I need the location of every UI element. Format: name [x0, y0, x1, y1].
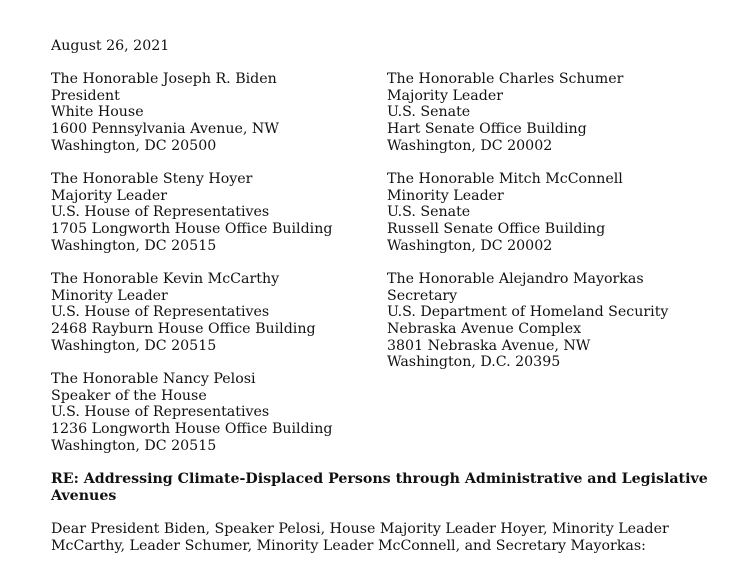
addressee-name: The Honorable Alejandro Mayorkas [387, 271, 644, 287]
addressee-title: Secretary [387, 287, 458, 304]
addressee-title: President [51, 87, 120, 104]
salutation-line-2: McCarthy, Leader Schumer, Minority Leader McConnell, and Secretary Mayorkas: [51, 537, 646, 554]
addressee-office: U.S. Department of Homeland Security [387, 304, 669, 321]
addressee-hoyer [51, 171, 332, 254]
addressee-title: Minority Leader [387, 187, 504, 204]
addressee-name: The Honorable Steny Hoyer [51, 171, 253, 187]
addressee-title: Majority Leader [387, 87, 504, 104]
addressee-street: Hart Senate Office Building [387, 121, 587, 138]
addressee-name: The Honorable Joseph R. Biden [51, 71, 277, 87]
addressee-name: The Honorable Mitch McConnell [387, 171, 623, 187]
addressee-city: Washington, DC 20500 [51, 137, 217, 154]
addressee-building: Nebraska Avenue Complex [387, 321, 582, 338]
addressee-name: The Honorable Nancy Pelosi [51, 371, 256, 387]
addressee-office: U.S. Senate [387, 204, 471, 221]
addressee-title: Speaker of the House [51, 387, 207, 404]
addressee-title: Majority Leader [51, 187, 168, 204]
addressee-name: The Honorable Charles Schumer [387, 71, 624, 87]
addressee-mayorkas [387, 271, 668, 371]
addressee-name: The Honorable Kevin McCarthy [51, 271, 280, 287]
addressee-city: Washington, DC 20515 [51, 437, 217, 454]
addressee-street: 1600 Pennsylvania Avenue, NW [51, 121, 279, 138]
addressee-street: 3801 Nebraska Avenue, NW [387, 337, 591, 354]
addressee-city: Washington, DC 20002 [387, 237, 553, 254]
addressee-street: 1236 Longworth House Office Building [51, 421, 333, 438]
addressee-schumer [387, 71, 623, 154]
addressee-street: 1705 Longworth House Office Building [51, 221, 333, 238]
subject-line-2: Avenues [51, 487, 117, 504]
subject-line [51, 471, 708, 504]
salutation [51, 521, 691, 554]
addressee-office: U.S. House of Representatives [51, 204, 270, 221]
addressee-street: Russell Senate Office Building [387, 221, 606, 238]
addressee-office: U.S. House of Representatives [51, 404, 270, 421]
addressee-city: Washington, DC 20002 [387, 137, 553, 154]
addressee-city: Washington, D.C. 20395 [387, 354, 561, 371]
addressee-pelosi [51, 371, 332, 454]
addressee-mcconnell [387, 171, 623, 254]
addressee-office: U.S. Senate [387, 104, 471, 121]
addressee-office: U.S. House of Representatives [51, 304, 270, 321]
addressee-biden [51, 71, 279, 154]
addressee-office: White House [51, 104, 144, 121]
addressee-title: Minority Leader [51, 287, 168, 304]
addressee-city: Washington, DC 20515 [51, 237, 217, 254]
addressee-street: 2468 Rayburn House Office Building [51, 321, 316, 338]
addressee-city: Washington, DC 20515 [51, 337, 217, 354]
addressee-mccarthy [51, 271, 316, 354]
salutation-line-1: Dear President Biden, Speaker Pelosi, House Majority Leader Hoyer, Minority Leader [51, 521, 669, 537]
subject-line-1: RE: Addressing Climate-Displaced Persons through Administrative and Legislative [51, 471, 708, 487]
letter-date: August 26, 2021 [51, 38, 170, 54]
